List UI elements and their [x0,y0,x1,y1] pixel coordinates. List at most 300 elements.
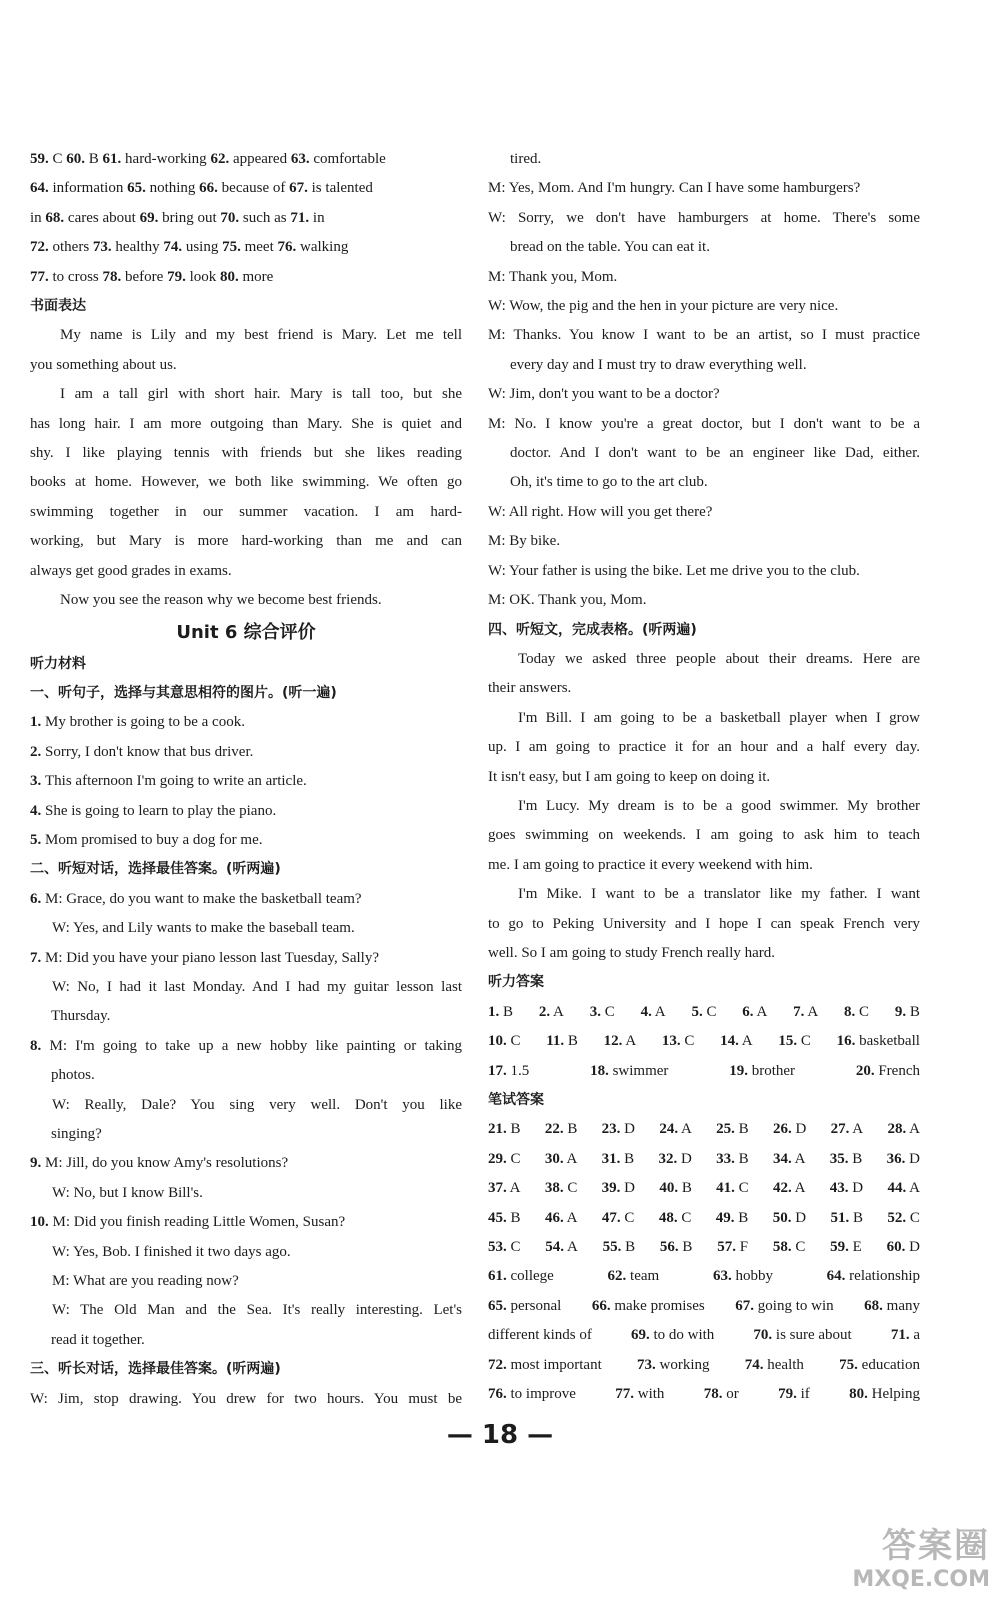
answer-number: 36. [886,1150,906,1167]
answer-row [488,1233,920,1262]
essay-line: Now you see the reason why we become best friends. [60,592,382,609]
answer-item: 48. C [658,1209,692,1226]
answer-number: 41. [716,1180,735,1197]
answer-number: 44. [887,1180,907,1197]
answer-item: 64. relationship [826,1268,920,1285]
dialogue-line [30,1238,462,1267]
answer-number: 51. [830,1209,850,1226]
answer-number: 50. [772,1209,792,1226]
item-text: singing? [51,1126,102,1142]
answer-item: 47. C [601,1209,635,1226]
item-text: M: I'm going to take up a new hobby like painting or taking [49,1037,463,1054]
answer-item: 52. C [887,1209,920,1226]
answer-number: 73. [637,1356,656,1373]
answer-item: 40. B [659,1180,692,1197]
answer-number: 65. [488,1297,507,1314]
dialogue-line [30,1179,462,1208]
answer-item: 80. Helping [849,1386,920,1403]
answer-number: 29. [488,1150,507,1167]
item-text: W: No, but I know Bill's. [52,1184,203,1201]
answer-number: 78. [102,268,122,285]
answer-item: 37. A [488,1180,521,1197]
item-text: W: Yes, Bob. I finished it two days ago. [52,1243,291,1260]
answer-number: 72. [30,239,49,256]
answer-item: 69. to do with [630,1327,715,1344]
answer-number: 65. [127,180,146,197]
answer-number: 5. [691,1003,703,1020]
item-text: read it together. [51,1331,145,1348]
dialogue-line: Oh, it's time to go to the art club. [510,474,708,491]
answer-item: 19. brother [729,1062,796,1079]
answer-number: 62. [210,151,230,167]
answer-number: 2. [538,1003,551,1020]
answer-item: 26. D [772,1121,807,1138]
answer-number: 67. [289,180,308,197]
answer-number: 13. [661,1033,681,1050]
answer-item: 16. basketball [836,1033,920,1050]
listening-item [30,826,462,855]
answer-number: 16. [836,1033,856,1050]
answer-number: 3. [589,1003,601,1020]
answer-item: 35. B [829,1150,863,1167]
answer-number: 80. [849,1386,868,1403]
answer-item: 73. working [637,1356,710,1373]
dialogue-line [30,1208,462,1237]
answer-number: 26. [772,1121,792,1138]
answer-number: 55. [602,1239,622,1256]
answer-row [488,1174,920,1203]
answer-item: 70. is sure about [753,1327,852,1344]
item-text: My brother is going to be a cook. [45,714,245,731]
section-heading: 听力答案 [488,974,544,991]
item-number: 6. [30,890,45,907]
section-heading: 听力材料 [30,655,86,672]
answer-row [488,1292,920,1321]
dialogue-line [30,1120,462,1149]
answer-number: 64. [826,1268,846,1285]
answer-number: 46. [544,1209,564,1226]
answer-item: 66. make promises [591,1297,705,1314]
passage-line: It isn't easy, but I am going to keep on doing it. [488,768,771,785]
answer-item: 59. E [830,1239,862,1256]
answer-row [488,1380,920,1409]
answer-number: 59. [830,1239,849,1256]
essay-line: working, but Mary is more hard-working than me and can [30,533,462,550]
watermark-text: 答案圈 [882,1526,990,1566]
listening-item [30,708,462,737]
answer-number: 37. [488,1180,507,1197]
answer-number: 74. [163,239,183,256]
answer-item: 61. college [488,1268,554,1285]
answer-number: 32. [658,1150,678,1167]
answer-row [488,1204,920,1233]
answer-number: 30. [544,1150,564,1167]
essay-line: I am a tall girl with short hair. Mary is tall too, but she [60,386,462,403]
answer-number: 63. [290,151,310,167]
passage-line: goes swimming on weekends. I am going to ask him to teach [488,827,920,844]
answer-number: 63. [712,1268,732,1285]
answer-number: 19. [729,1062,748,1079]
answer-number: 43. [829,1180,849,1197]
dialogue-line [30,1091,462,1120]
section-heading: 二、听短对话，选择最佳答案。(听两遍) [30,861,281,878]
item-number: 4. [30,802,45,819]
answer-item: 54. A [545,1239,578,1256]
answer-item: 11. B [546,1033,578,1050]
answer-number: 9. [894,1003,907,1020]
answer-item: 10. C [488,1033,521,1050]
answer-number: 69. [630,1327,650,1344]
answer-item: 28. A [887,1121,920,1138]
item-number: 5. [30,831,45,848]
answer-row [488,998,920,1027]
dialogue-line [30,1149,462,1178]
dialogue-line [30,914,462,943]
answer-item: 4. A [640,1003,666,1020]
answer-number: 7. [793,1003,805,1020]
answer-item: 45. B [488,1209,521,1226]
answer-item: 77. with [615,1386,665,1403]
passage-line: well. So I am going to study French really hard. [488,944,776,961]
answer-number: 35. [829,1150,849,1167]
answer-item: 2. A [538,1003,564,1020]
answer-number: 18. [590,1062,609,1079]
answer-item: 53. C [488,1239,521,1256]
answer-number: 23. [601,1121,621,1138]
passage-line: I'm Mike. I want to be a translator like my father. I want [518,886,920,903]
dialogue-line: W: Jim, don't you want to be a doctor? [488,386,720,403]
answer-number: 70. [220,209,240,226]
answer-row [488,1351,920,1380]
passage-line: Today we asked three people about their dreams. Here are [518,650,920,667]
item-text: M: Did you have your piano lesson last Tuesday, Sally? [45,949,380,966]
left-column [30,145,462,1414]
answer-item: 1. B [488,1003,514,1020]
answer-number: 64. [30,180,49,197]
dialogue-line [30,1296,462,1325]
item-text: Sorry, I don't know that bus driver. [45,743,254,760]
item-number: 10. [30,1214,53,1231]
answer-item: 41. C [716,1180,749,1197]
answer-item: 9. B [894,1003,920,1020]
item-text: W: Really, Dale? You sing very well. Don't you like [52,1096,462,1113]
answer-item: 63. hobby [712,1268,773,1285]
item-text: This afternoon I'm going to write an article. [45,773,307,790]
item-text: Mom promised to buy a dog for me. [45,831,263,848]
watermark-logo [810,1518,990,1592]
answer-number: 1. [488,1003,500,1020]
dialogue-line: every day and I must try to draw everything well. [510,356,807,373]
answer-number: 22. [544,1121,564,1138]
answer-number: 34. [772,1150,792,1167]
answer-row [488,1321,920,1350]
answer-item: 43. D [829,1180,864,1197]
item-number: 9. [30,1155,45,1172]
dialogue-line [30,973,462,1002]
answer-number: 10. [488,1033,507,1050]
answer-row [488,1027,920,1056]
answer-item: 12. A [603,1033,637,1050]
dialogue-line: W: Jim, stop drawing. You drew for two hours. You must be [30,1390,462,1407]
answer-item: 55. B [602,1239,636,1256]
section-heading: 一、听句子，选择与其意思相符的图片。(听一遍) [30,684,337,701]
listening-item [30,767,462,796]
answer-number: 78. [703,1386,723,1403]
answer-item: 36. D [886,1150,920,1167]
answer-number: 58. [772,1239,792,1256]
answer-number: 79. [167,268,186,285]
answer-item: 13. C [661,1033,695,1050]
dialogue-line: tired. [510,151,542,167]
answer-item: 31. B [601,1150,635,1167]
answer-item: 34. A [772,1150,806,1167]
answer-line: 64. information 65. nothing 66. because of 67. is talented [30,180,373,197]
dialogue-line: M: Yes, Mom. And I'm hungry. Can I have some hamburgers? [488,180,861,197]
essay-line: always get good grades in exams. [30,562,232,579]
passage-line: I'm Bill. I am going to be a basketball player when I grow [518,709,920,726]
answer-number: 49. [715,1209,735,1226]
answer-item: 5. C [691,1003,717,1020]
dialogue-line: W: Wow, the pig and the hen in your picture are very nice. [488,298,839,315]
passage-line: me. I am going to practice it every weekend with him. [488,856,813,873]
passage-line: up. I am going to practice it for an hour and a half every day. [488,739,920,756]
answer-item: 29. C [488,1150,521,1167]
answer-item: 3. C [589,1003,615,1020]
answer-number: 17. [488,1062,507,1079]
answer-number: 75. [839,1356,858,1373]
dialogue-line: W: Your father is using the bike. Let me drive you to the club. [488,562,860,579]
passage-line: their answers. [488,680,572,697]
essay-line: books at home. However, we both like swimming. We often go [30,474,462,491]
answer-item: 60. D [886,1239,920,1256]
answer-item: 50. D [772,1209,807,1226]
item-text: M: What are you reading now? [52,1273,239,1290]
dialogue-line [30,1267,462,1296]
answer-item: 23. D [601,1121,635,1138]
answer-number: 80. [219,268,239,285]
essay-line: you something about us. [30,356,177,373]
answer-number: 71. [290,209,310,226]
item-text: M: Jill, do you know Amy's resolutions? [45,1155,289,1172]
answer-number: 77. [615,1386,634,1403]
item-text: M: Did you finish reading Little Women, Susan? [52,1214,346,1231]
answer-item: 33. B [716,1150,749,1167]
item-number: 2. [30,743,45,760]
answer-number: 70. [753,1327,773,1344]
section-heading: 书面表达 [30,298,86,315]
answer-item: 76. to improve [488,1386,576,1403]
answer-item: 20. French [855,1062,920,1079]
answer-number: 68. [864,1297,883,1314]
answer-line: 72. others 73. healthy 74. using 75. meet 76. walking [30,239,349,256]
answer-number: 67. [735,1297,755,1314]
answer-number: 61. [488,1268,507,1285]
answer-item: 44. A [887,1180,920,1197]
dialogue-line: M: Thanks. You know I want to be an artist, so I must practice [488,327,920,344]
item-number: 1. [30,714,45,731]
answer-number: 75. [222,239,241,256]
right-column [488,145,920,1409]
item-number: 7. [30,949,45,966]
answer-item: 65. personal [488,1297,562,1314]
answer-item: 58. C [772,1239,806,1256]
dialogue-line: M: OK. Thank you, Mom. [488,592,647,609]
answer-number: 69. [139,209,159,226]
answer-number: 54. [545,1239,565,1256]
answer-item: 68. many [864,1297,920,1314]
answer-number: 72. [488,1356,507,1373]
answer-number: 57. [717,1239,736,1256]
answer-number: 74. [744,1356,764,1373]
essay-line: My name is Lily and my best friend is Mary. Let me tell [60,327,462,344]
answer-number: 33. [716,1150,735,1167]
dialogue-line: M: By bike. [488,533,561,550]
answer-item: 18. swimmer [590,1062,669,1079]
passage-line: to go to Peking University and I hope I can speak French very [488,915,920,932]
watermark-url: MXQE.COM [852,1567,990,1592]
answer-number: 66. [591,1297,611,1314]
answer-item: 78. or [703,1386,739,1403]
section-heading: 笔试答案 [488,1092,544,1108]
essay-line: shy. I like playing tennis with friends but she likes reading [30,445,462,462]
answer-number: 76. [277,239,297,256]
essay-line: swimming together in our summer vacation. I am hard- [30,503,462,520]
item-text: She is going to learn to play the piano. [45,802,277,819]
answer-number: 42. [772,1180,792,1197]
answer-line: 77. to cross 78. before 79. look 80. more [30,268,274,285]
dialogue-line [30,1032,462,1061]
answer-number: 61. [102,151,122,167]
item-text: W: The Old Man and the Sea. It's really interesting. Let's [52,1302,462,1319]
answer-number: 73. [92,239,112,256]
answer-item: 30. A [544,1150,578,1167]
answer-number: 53. [488,1239,507,1256]
answer-item: 67. going to win [735,1297,834,1314]
answer-item: 25. B [716,1121,749,1138]
answer-number: 28. [887,1121,907,1138]
item-text: W: Yes, and Lily wants to make the baseball team. [52,920,355,937]
answer-number: 11. [546,1033,565,1050]
answer-number: 38. [544,1180,564,1197]
answer-number: 27. [830,1121,850,1138]
answer-number: 20. [855,1062,875,1079]
dialogue-line: doctor. And I don't want to be an engineer like Dad, either. [510,445,920,462]
answer-item: 22. B [544,1121,578,1138]
answer-item: 21. B [488,1121,521,1138]
essay-line: has long hair. I am more outgoing than Mary. She is quiet and [30,415,462,432]
answer-number: 76. [488,1386,507,1403]
answer-item: 38. C [544,1180,578,1197]
answer-number: 60. [886,1239,906,1256]
dialogue-line: W: Sorry, we don't have hamburgers at home. There's some [488,209,920,226]
item-number: 3. [30,773,45,790]
unit-title: Unit 6 综合评价 [176,621,316,643]
answer-number: 52. [887,1209,907,1226]
answer-number: 12. [603,1033,623,1050]
answer-line: in 68. cares about 69. bring out 70. such as 71. in [30,209,325,226]
answer-item: 8. C [844,1003,870,1020]
answer-number: 45. [488,1209,507,1226]
dialogue-line [30,1326,462,1355]
answer-row [488,1115,920,1144]
item-text: Thursday. [51,1008,111,1025]
answer-number: 24. [659,1121,679,1138]
answer-number: 39. [601,1180,621,1197]
dialogue-line [30,944,462,973]
item-text: W: No, I had it last Monday. And I had my guitar lesson last [52,978,462,995]
dialogue-line [30,885,462,914]
dialogue-line: W: All right. How will you get there? [488,503,713,520]
answer-number: 8. [844,1003,856,1020]
answer-item: 74. health [744,1356,804,1373]
answer-row [488,1262,920,1291]
answer-item: 56. B [659,1239,693,1256]
answer-number: 48. [658,1209,678,1226]
answer-item: 7. A [793,1003,819,1020]
answer-item: 51. B [830,1209,863,1226]
answer-number: 15. [778,1033,798,1050]
answer-number: 68. [45,209,65,226]
answer-item: 72. most important [488,1356,602,1373]
answer-line: 59. C 60. B 61. hard-working 62. appeared 63. comfortable [30,151,386,167]
answer-item: 32. D [658,1150,692,1167]
answer-item: different kinds of [488,1327,592,1344]
answer-item: 6. A [742,1003,768,1020]
item-text: photos. [51,1067,95,1084]
answer-number: 62. [607,1268,627,1285]
answer-number: 56. [659,1239,679,1256]
answer-number: 71. [890,1327,910,1344]
answer-item: 79. if [778,1386,810,1403]
answer-item: 14. A [720,1033,753,1050]
answer-item: 62. team [607,1268,660,1285]
answer-number: 59. [30,151,49,167]
answer-item: 46. A [544,1209,578,1226]
answer-item: 57. F [717,1239,749,1256]
item-text: M: Grace, do you want to make the basketball team? [45,890,362,907]
answer-item: 75. education [839,1356,920,1373]
answer-item: 71. a [890,1327,920,1344]
dialogue-line [30,1061,462,1090]
answer-number: 6. [742,1003,754,1020]
answer-number: 4. [640,1003,652,1020]
answer-item: 24. A [659,1121,692,1138]
dialogue-line: M: Thank you, Mom. [488,268,618,285]
answer-number: 66. [199,180,218,197]
answer-item: 39. D [601,1180,635,1197]
page-number: — 18 — [446,1420,554,1450]
item-number: 8. [30,1037,50,1054]
answer-number: 77. [30,268,49,285]
answer-number: 60. [66,151,86,167]
listening-item [30,797,462,826]
dialogue-line: bread on the table. You can eat it. [510,239,710,256]
listening-item [30,738,462,767]
section-heading: 三、听长对话，选择最佳答案。(听两遍) [30,1361,281,1378]
dialogue-line [30,1002,462,1031]
answer-row [488,1057,920,1086]
answer-item: 42. A [772,1180,806,1197]
answer-number: 47. [601,1209,621,1226]
answer-number: 40. [659,1180,679,1197]
answer-item: 15. C [778,1033,811,1050]
answer-number: 21. [488,1121,507,1138]
answer-number: 79. [778,1386,797,1403]
answer-number: 25. [716,1121,735,1138]
section-heading: 四、听短文，完成表格。(听两遍) [488,621,697,638]
answer-item: 17. 1.5 [488,1062,530,1079]
dialogue-line: M: No. I know you're a great doctor, but I don't want to be a [488,415,920,432]
